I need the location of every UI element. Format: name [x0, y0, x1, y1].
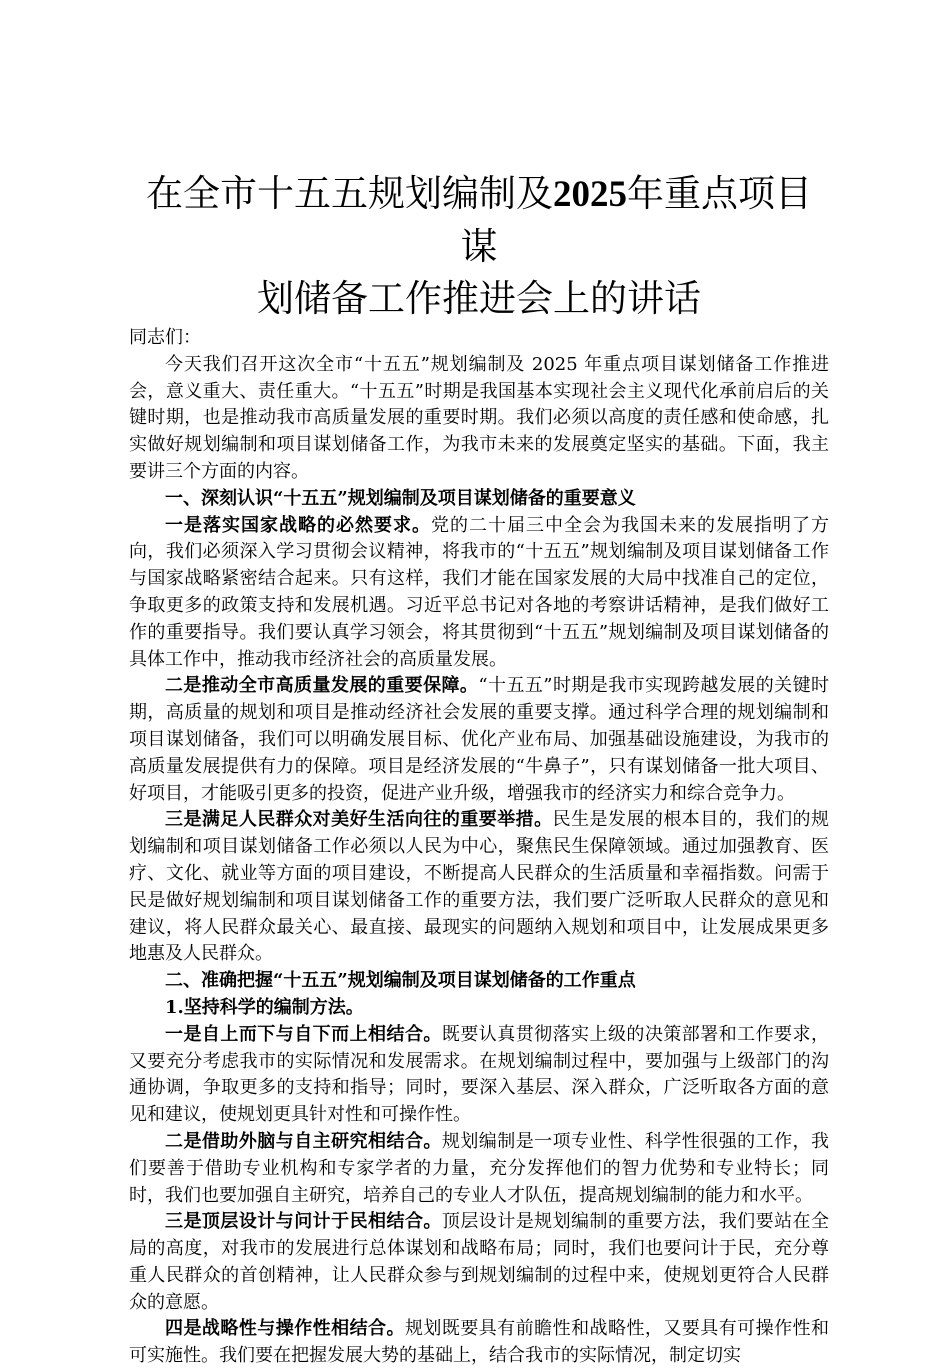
section1-paragraph-2-text: “十五五”时期是我市实现跨越发展的关键时期，高质量的规划和项目是推动经济社会发展的重要支撑。通过科学合理的规划编制和项目谋划储备，我们可以明确发展目标、优化产业布局、加强基础设施建设，为我市的高质量发展提供有力的保障。项目是经济发展的“牛鼻子”，只有谋划储备一批大项目、好项目，才能吸引更多的投资，促进产业升级，增强我市的经济实力和综合竞争力。 [129, 675, 830, 804]
section1-paragraph-2 [129, 673, 829, 807]
section2-heading: 二、准确把握“十五五”规划编制及项目谋划储备的工作重点 [165, 970, 636, 992]
section1-heading: 一、深刻认识“十五五”规划编制及项目谋划储备的重要意义 [165, 487, 636, 509]
document-page [129, 168, 829, 1370]
section2-paragraph-1 [129, 1022, 829, 1129]
section2-paragraph-3-text: 顶层设计是规划编制的重要方法，我们要站在全局的高度，对我市的发展进行总体谋划和战略布局；同时，我们也要问计于民，充分尊重人民群众的首创精神，让人民群众参与到规划编制的过程中来，使规划更符合人民群众的意愿。 [129, 1211, 830, 1313]
section1-paragraph-3 [129, 807, 829, 968]
title-line1-part-a: 在全市十五五规划编制及 [146, 172, 553, 215]
salutation: 同志们： [129, 327, 201, 348]
section1-paragraph-2-lead: 二是推动全市高质量发展的重要保障。 [165, 675, 479, 697]
section1-paragraph-1-text: 党的二十届三中全会为我国未来的发展指明了方向，我们必须深入学习贯彻会议精神，将我市的“十五五”规划编制及项目谋划储备工作与国家战略紧密结合起来。只有这样，我们才能在国家发展的大局中找准自己的定位，争取更多的政策支持和发展机遇。习近平总书记对各地的考察讲话精神，是我们做好工作的重要指导。我们要认真学习领会，将其贯彻到“十五五”规划编制及项目谋划储备的具体工作中，推动我市经济社会的高质量发展。 [129, 514, 829, 670]
section1-paragraph-3-lead: 三是满足人民群众对美好生活向往的重要举措。 [165, 809, 553, 831]
section2-paragraph-2 [129, 1129, 829, 1209]
section2-paragraph-2-lead: 二是借助外脑与自主研究相结合。 [165, 1130, 442, 1152]
section2-paragraph-4-lead: 四是战略性与操作性相结合。 [165, 1318, 405, 1340]
title-line1-part-b: 年重点项目谋 [460, 172, 812, 268]
section2-paragraph-4-text: 规划既要具有前瞻性和战略性，又要具有可操作性和可实施性。我们要在把握发展大势的基础上，结合我市的实际情况，制定切实 [129, 1318, 830, 1367]
section2-paragraph-3-lead: 三是顶层设计与问计于民相结合。 [165, 1211, 442, 1233]
section2-paragraph-1-lead: 一是自上而下与自下而上相结合。 [165, 1023, 442, 1045]
title-line1-year: 2025 [553, 174, 627, 215]
document-title [129, 168, 829, 325]
intro-paragraph: 今天我们召开这次全市“十五五”规划编制及 2025 年重点项目谋划储备工作推进会，意义重大、责任重大。“十五五”时期是我国基本实现社会主义现代化承前启后的关键时期，也是推动我市高质量发展的重要时期。我们必须以高度的责任感和使命感，扎实做好规划编制和项目谋划储备工作，为我市未来的发展奠定坚实的基础。下面，我主要讲三个方面的内容。 [129, 353, 829, 482]
section2-subheading-1: 1.坚持科学的编制方法。 [165, 996, 364, 1018]
section2-paragraph-4 [129, 1316, 829, 1370]
title-line2: 划储备工作推进会上的讲话 [257, 277, 701, 320]
section2-paragraph-2-text: 规划编制是一项专业性、科学性很强的工作，我们要善于借助专业机构和专家学者的力量，充分发挥他们的智力优势和专业特长；同时，我们也要加强自主研究，培养自己的专业人才队伍，提高规划编制的能力和水平。 [129, 1130, 830, 1206]
section1-paragraph-1 [129, 513, 829, 674]
section1-paragraph-1-lead: 一是落实国家战略的必然要求。 [165, 514, 431, 536]
section1-paragraph-3-text: 民生是发展的根本目的，我们的规划编制和项目谋划储备工作必须以人民为中心，聚焦民生保障领域。通过加强教育、医疗、文化、就业等方面的项目建设，不断提高人民群众的生活质量和幸福指数。问需于民是做好规划编制和项目谋划储备工作的重要方法，我们要广泛听取人民群众的意见和建议，将人民群众最关心、最直接、最现实的问题纳入规划和项目中，让发展成果更多地惠及人民群众。 [129, 809, 830, 965]
section2-paragraph-3 [129, 1209, 829, 1316]
section2-paragraph-1-text: 既要认真贯彻落实上级的决策部署和工作要求，又要充分考虑我市的实际情况和发展需求。在规划编制过程中，要加强与上级部门的沟通协调，争取更多的支持和指导；同时，要深入基层、深入群众，广泛听取各方面的意见和建议，使规划更具针对性和可操作性。 [129, 1023, 830, 1126]
